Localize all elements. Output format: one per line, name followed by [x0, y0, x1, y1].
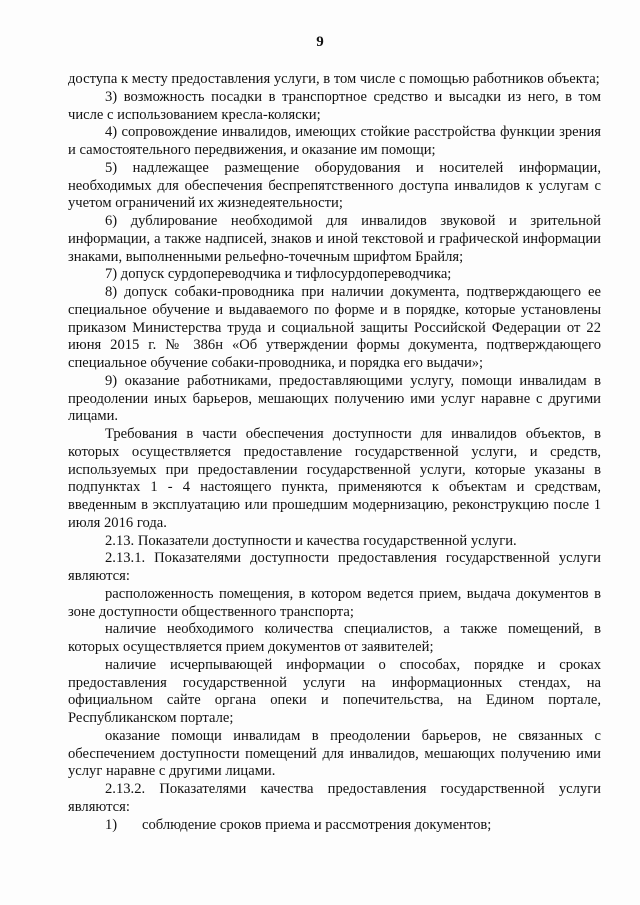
- paragraph-continuation: доступа к месту предоставления услуги, в том числе с помощью работников объекта;: [68, 71, 600, 87]
- page-number: 9: [316, 34, 324, 50]
- availability-indicator-3: наличие исчерпывающей информации о способах, порядке и сроках предоставления государственной услуги на информационных стендах, на официальном сайте органа опеки и попечительства, на Едином портале, Республиканском портале;: [68, 656, 601, 726]
- availability-indicator-4: оказание помощи инвалидам в преодолении барьеров, не связанных с обеспечением доступности помещений для инвалидов, мешающих получению ими услуг наравне с другими лицами.: [68, 727, 601, 780]
- section-heading-2-13: 2.13. Показатели доступности и качества государственной услуги.: [105, 532, 517, 549]
- document-body: [68, 71, 601, 834]
- list-item-3: 3) возможность посадки в транспортное средство и высадки из него, в том числе с использованием кресла-коляски;: [68, 88, 601, 123]
- requirements-paragraph: Требования в части обеспечения доступности для инвалидов объектов, в которых осуществляется предоставление государственной услуги, и средств, используемых при предоставлении государственной услуги, которые указаны в подпунктах 1 - 4 настоящего пункта, применяются к объектам и средствам, введенным в эксплуатацию или прошедшим модернизацию, реконструкцию после 1 июля 2016 года.: [68, 426, 601, 531]
- section-2-13-1: 2.13.1. Показателями доступности предоставления государственной услуги являются:: [68, 550, 601, 584]
- section-2-13-2: 2.13.2. Показателями качества предоставления государственной услуги являются:: [68, 781, 601, 815]
- quality-indicator-text: соблюдение сроков приема и рассмотрения документов;: [142, 816, 492, 833]
- list-item-8: 8) допуск собаки-проводника при наличии документа, подтверждающего ее специальное обучение и выдаваемого по форме и в порядке, которые установлены приказом Министерства труда и социальной защиты Российской Федерации от 22 июня 2015 г. № 386н «Об утверждении формы документа, подтверждающего специальное обучение собаки-проводника, и порядка его выдачи»;: [68, 284, 601, 371]
- availability-indicator-1: расположенность помещения, в котором ведется прием, выдача документов в зоне доступности общественного транспорта;: [68, 585, 601, 620]
- list-item-6: 6) дублирование необходимой для инвалидов звуковой и зрительной информации, а также надписей, знаков и иной текстовой и графической информации знаками, выполненными рельефно-точечным шрифтом Брайля;: [68, 213, 601, 265]
- list-item-7: 7) допуск сурдопереводчика и тифлосурдопереводчика;: [105, 266, 452, 283]
- quality-indicator-1: [68, 817, 601, 835]
- availability-indicator-2: наличие необходимого количества специалистов, а также помещений, в которых осуществляется прием документов от заявителей;: [68, 621, 601, 655]
- list-item-4: 4) сопровождение инвалидов, имеющих стойкие расстройства функции зрения и самостоятельного передвижения, и оказание им помощи;: [68, 124, 601, 158]
- list-item-9: 9) оказание работниками, предоставляющими услугу, помощи инвалидам в преодолении иных барьеров, мешающих получению ими услуг наравне с другими лицами.: [68, 372, 601, 425]
- list-item-5: 5) надлежащее размещение оборудования и носителей информации, необходимых для обеспечения беспрепятственного доступа инвалидов к услугам с учетом ограничений их жизнедеятельности;: [68, 159, 601, 212]
- quality-indicator-number: 1): [105, 816, 118, 833]
